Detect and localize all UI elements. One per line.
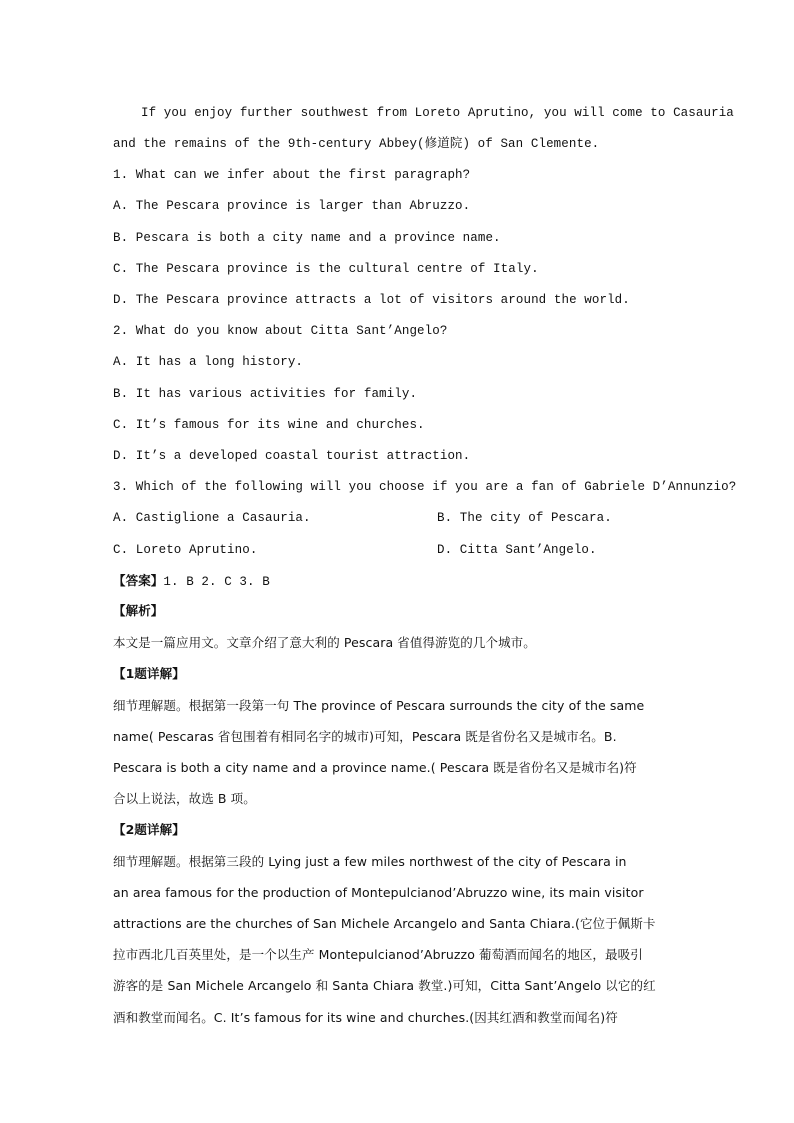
question-3-option-d: D. Citta Sant’Angelo.	[437, 543, 597, 557]
question-2-stem: 2. What do you know about Citta Sant’Angelo?	[113, 324, 448, 338]
question-2-option-c: C. It’s famous for its wine and churches.	[113, 418, 425, 432]
question-1-option-c: C. The Pescara province is the cultural centre of Italy.	[113, 262, 539, 276]
detail-1-line-2: name( Pescaras 省包围着有相同名字的城市)可知，Pescara 既是省份名又是城市名。B.	[113, 729, 617, 744]
analysis-summary: 本文是一篇应用文。文章介绍了意大利的 Pescara 省值得游览的几个城市。	[113, 635, 536, 650]
detail-2-line-4: 拉市西北几百英里处，是一个以生产 Montepulcianod’Abruzzo 葡萄酒而闻名的地区，最吸引	[113, 947, 643, 962]
detail-1-line-3: Pescara is both a city name and a province name.( Pescara 既是省份名又是城市名)符	[113, 760, 637, 775]
detail-2-line-2: an area famous for the production of Montepulcianod’Abruzzo wine, its main visitor	[113, 885, 644, 900]
detail-2-label: 【2题详解】	[113, 822, 185, 837]
answer-text: 1. B 2. C 3. B	[163, 575, 270, 589]
answer-line	[113, 573, 683, 590]
passage-line-2: and the remains of the 9th-century Abbey(修道院) of San Clemente.	[113, 137, 600, 151]
detail-2-line-6: 酒和教堂而闻名。C. It’s famous for its wine and churches.(因其红酒和教堂而闻名)符	[113, 1010, 618, 1025]
detail-2-line-3: attractions are the churches of San Michele Arcangelo and Santa Chiara.(它位于佩斯卡	[113, 916, 656, 931]
question-3-option-b: B. The city of Pescara.	[437, 511, 612, 525]
detail-1-line-4: 合以上说法，故选 B 项。	[113, 791, 256, 806]
analysis-label: 【解析】	[113, 603, 164, 618]
question-2-option-b: B. It has various activities for family.	[113, 387, 418, 401]
question-2-option-d: D. It’s a developed coastal tourist attraction.	[113, 449, 471, 463]
question-3-option-c: C. Loreto Aprutino.	[113, 543, 258, 557]
answer-label: 【答案】	[113, 573, 164, 588]
question-1-option-a: A. The Pescara province is larger than Abruzzo.	[113, 199, 471, 213]
detail-2-line-1: 细节理解题。根据第三段的 Lying just a few miles northwest of the city of Pescara in	[113, 854, 627, 869]
question-3-option-a: A. Castiglione a Casauria.	[113, 511, 311, 525]
question-2-option-a: A. It has a long history.	[113, 355, 304, 369]
detail-2-line-5: 游客的是 San Michele Arcangelo 和 Santa Chiara 教堂.)可知，Citta Sant’Angelo 以它的红	[113, 978, 656, 993]
question-3-stem: 3. Which of the following will you choose if you are a fan of Gabriele D’Annunzio?	[113, 480, 737, 494]
question-1-stem: 1. What can we infer about the first paragraph?	[113, 168, 471, 182]
question-3-option-row-2	[113, 542, 683, 558]
detail-1-label: 【1题详解】	[113, 666, 185, 681]
detail-1-line-1: 细节理解题。根据第一段第一句 The province of Pescara surrounds the city of the same	[113, 698, 645, 713]
question-1-option-b: B. Pescara is both a city name and a province name.	[113, 231, 501, 245]
question-3-option-row-1	[113, 510, 683, 526]
passage-line-1: If you enjoy further southwest from Loreto Aprutino, you will come to Casauria	[141, 106, 734, 120]
question-1-option-d: D. The Pescara province attracts a lot of visitors around the world.	[113, 293, 630, 307]
